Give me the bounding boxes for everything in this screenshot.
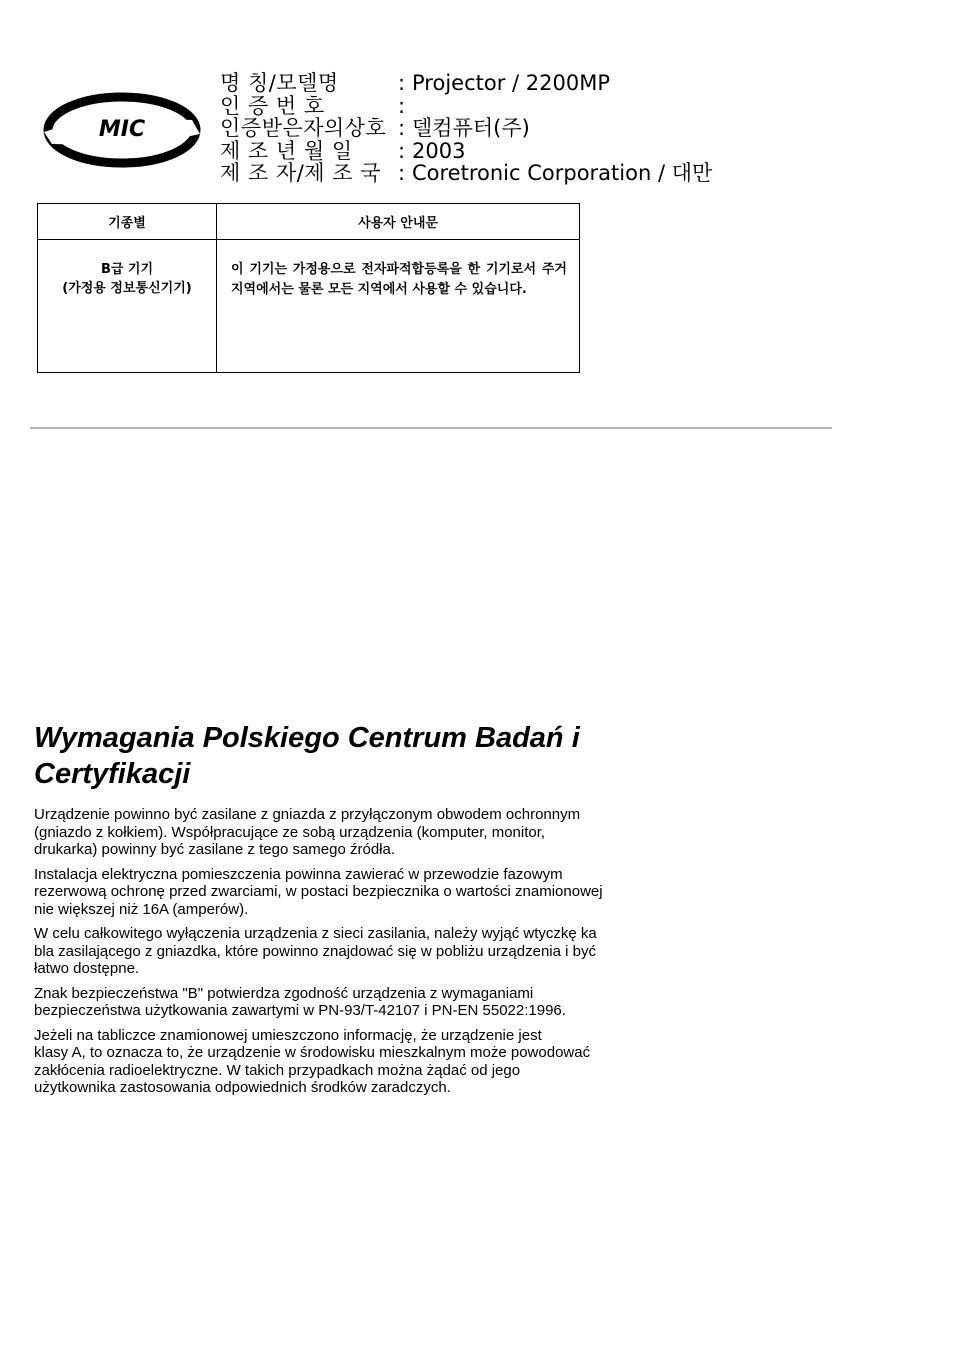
- info-separator: :: [398, 93, 406, 118]
- info-row: [220, 95, 712, 118]
- table-header-row: [38, 204, 580, 240]
- mic-logo-text: MIC: [98, 117, 146, 142]
- header-device-class: 기종별: [38, 204, 217, 240]
- info-separator: :: [398, 71, 406, 95]
- paragraph: Jeżeli na tabliczce znamionowej umieszczono informację, że urządzenie jest klasy A, to oznacza to, że urządzenie w środowisku mieszkalnym może powodować zakłócenia radioelektryczne. W takich przypadkach można żądać od jego użytkownika zastosowania odpowiednich środków zaradczych.: [34, 1026, 591, 1096]
- device-class-cell: [38, 240, 217, 373]
- device-class-line1: B급 기기: [100, 262, 154, 277]
- info-key: 인 증 번 호: [220, 93, 325, 118]
- device-class-line2: (가정용 정보통신기기): [62, 281, 192, 296]
- paragraph: W celu całkowitego wyłączenia urządzenia z sieci zasilania, należy wyjąć wtyczkę ka bla zasilającego z gniazdka, które powinno znajdować się w pobliżu urządzenia i być łatwo dostępne.: [34, 925, 597, 977]
- info-separator: :: [398, 161, 406, 185]
- info-value: 2003: [412, 138, 466, 163]
- mic-logo: [42, 86, 202, 170]
- info-row: [220, 162, 712, 185]
- user-notice-cell: 이 기기는 가정용으로 전자파적합등록을 한 기기로서 주거지역에서는 물론 모든 지역에서 사용할 수 있습니다.: [217, 240, 580, 373]
- section-divider: [30, 427, 832, 429]
- paragraph: Znak bezpieczeństwa "B" potwierdza zgodność urządzenia z wymaganiami bezpieczeństwa użytkowania zawartymi w PN-93/T-42107 i PN-EN 55022:1996.: [34, 984, 566, 1019]
- paragraph: Urządzenie powinno być zasilane z gniazda z przyłączonym obwodem ochronnym (gniazdo z kołkiem). Współpracujące ze sobą urządzenia (komputer, monitor, drukarka) powinny być zasilane z tego samego źródła.: [34, 806, 581, 858]
- poland-section-body: [34, 806, 694, 1104]
- info-key: 제 조 년 월 일: [220, 138, 353, 163]
- info-value: Coretronic Corporation / 대만: [412, 161, 713, 185]
- info-separator: :: [398, 116, 406, 140]
- info-row: [220, 72, 712, 95]
- info-key: 명 칭/모델명: [220, 71, 339, 95]
- korea-info-block: [220, 72, 712, 185]
- info-separator: :: [398, 138, 406, 163]
- info-key: 제 조 자/제 조 국: [220, 161, 381, 185]
- device-class-table: [37, 203, 580, 373]
- info-value: Projector / 2200MP: [412, 71, 610, 95]
- paragraph: Instalacja elektryczna pomieszczenia powinna zawierać w przewodzie fazowym rezerwową ochronę przed zwarciami, w postaci bezpiecznika o wartości znamionowej nie większej niż 16A (amperów).: [34, 865, 603, 918]
- info-row: [220, 140, 712, 163]
- header-user-notice: 사용자 안내문: [217, 204, 580, 240]
- info-row: [220, 117, 712, 140]
- table-row: [38, 240, 580, 373]
- info-key: 인증받은자의상호: [220, 116, 387, 140]
- poland-section-title: Wymagania Polskiego Centrum Badań i Certyfikacji: [34, 722, 580, 790]
- info-value: 델컴퓨터(주): [412, 116, 530, 140]
